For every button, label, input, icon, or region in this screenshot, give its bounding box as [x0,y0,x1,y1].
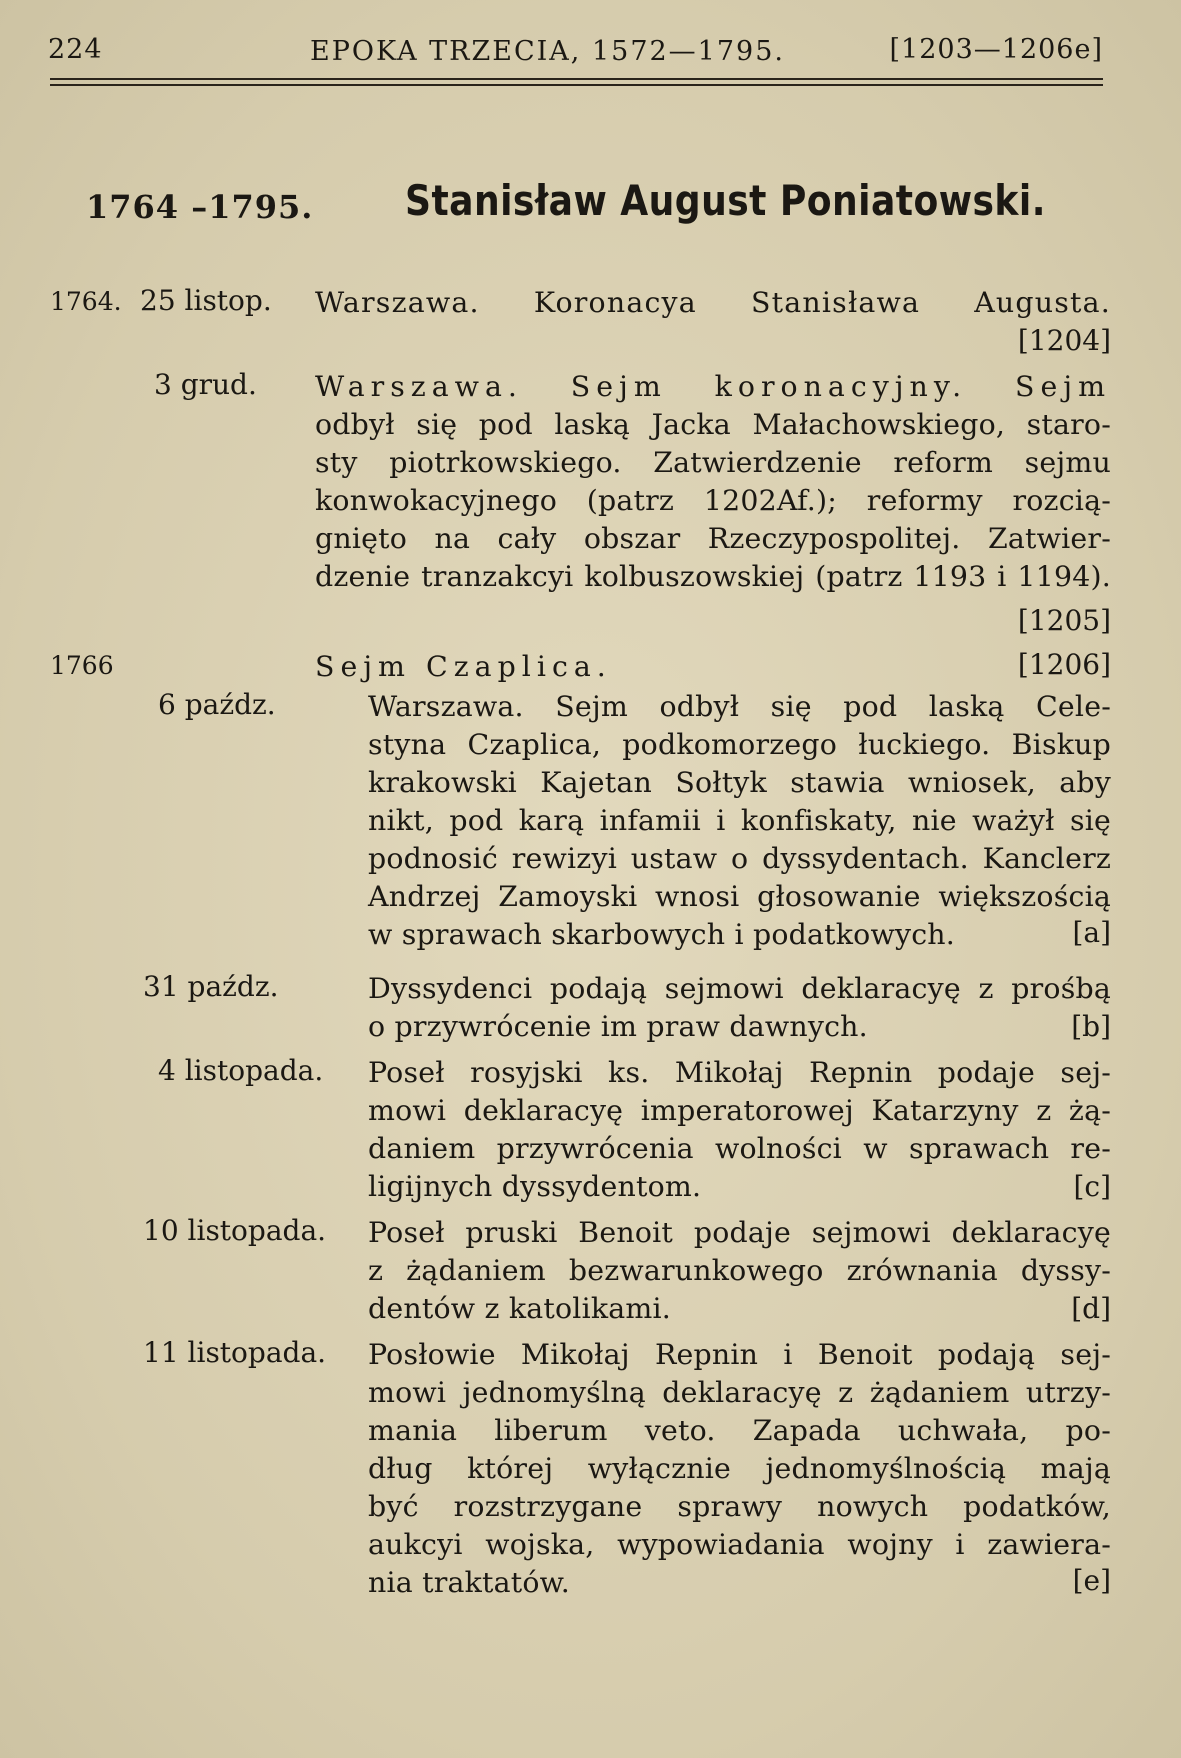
text-line: krakowski Kajetan Sołtyk stawia wniosek, aby [368,766,1111,799]
text-line: mowi jednomyślną deklaracyę z żądaniem utrzy- [368,1376,1111,1409]
entry-ref: [1205] [1017,604,1111,637]
text-line: aukcyi wojska, wypowiadania wojny i zawiera- [368,1528,1111,1561]
text-line: Warszawa. Koronacya Stanisława Augusta. [315,286,1111,319]
entry-date: 3 grud. [154,368,257,401]
header-rule-top [50,78,1103,80]
entry-text [368,688,1111,954]
section-years: 1764 –1795. [86,188,314,226]
entry-text [315,368,1111,406]
entry-text [368,1336,1111,1602]
entry-ref: [a] [1072,916,1111,949]
running-header [48,34,1103,74]
entry-ref: [d] [1071,1292,1111,1325]
entry-year: 1764. [50,287,122,316]
entry-date: 6 paźdz. [158,688,276,721]
text-line: Andrzej Zamoyski wnosi głosowanie większością [368,880,1111,913]
running-title: EPOKA TRZECIA, 1572—1795. [310,36,785,67]
text-line: podnosić rewizyi ustaw o dyssydentach. Kanclerz [368,842,1111,875]
text-line: nikt, pod karą infamii i konfiskaty, nie ważył się [368,804,1111,837]
text-line: dzenie tranzakcyi kolbuszowskiej (patrz 1193 i 1194). [315,560,1111,593]
text-line: Sejm Czaplica. [315,650,612,683]
text-line: Warszawa. Sejm odbył się pod laską Cele- [368,690,1111,723]
text-line: nia traktatów. [368,1566,571,1599]
entry-ref: [b] [1071,1010,1111,1043]
text-line: ligijnych dyssydentom. [368,1170,702,1203]
entry-ref: [1204] [1017,324,1111,357]
text-line: styna Czaplica, podkomorzego łuckiego. Biskup [368,728,1111,761]
entry-date: 25 listop. [140,284,272,317]
entry-date: 10 listopada. [143,1214,327,1247]
text-line: o przywrócenie im praw dawnych. [368,1010,868,1043]
text-line: gnięto na cały obszar Rzeczypospolitej. Zatwier- [315,522,1111,555]
entry-text [315,648,715,686]
text-line: dentów z katolikami. [368,1292,672,1325]
section-title: Stanisław August Poniatowski. [405,176,1046,225]
text-line: Posłowie Mikołaj Repnin i Benoit podają sej- [368,1338,1111,1371]
text-line: dług której wyłącznie jednomyślnością mają [368,1452,1111,1485]
entry-text-cont [315,406,1111,596]
entry-ref: [e] [1072,1564,1111,1597]
text-line: mania liberum veto. Zapada uchwała, po- [368,1414,1111,1447]
entry-ref: [c] [1073,1170,1111,1203]
entry-text [368,970,1111,1046]
text-line: daniem przywrócenia wolności w sprawach re- [368,1132,1111,1165]
entry-date: 4 listopada. [158,1054,324,1087]
entry-text [368,1054,1111,1206]
text-line: odbył się pod laską Jacka Małachowskiego, staro- [315,408,1111,441]
text-line: Warszawa. Sejm koronacyjny. Sejm [315,370,1111,403]
page-number: 224 [48,34,103,65]
text-line: być rozstrzygane sprawy nowych podatków, [368,1490,1111,1523]
text-line: mowi deklaracyę imperatorowej Katarzyny z żą- [368,1094,1111,1127]
text-line: Poseł pruski Benoit podaje sejmowi deklaracyę [368,1216,1111,1249]
entry-range: [1203—1206e] [889,34,1103,65]
text-line: Poseł rosyjski ks. Mikołaj Repnin podaje sej- [368,1056,1111,1089]
text-line: w sprawach skarbowych i podatkowych. [368,918,956,951]
entry-date: 11 listopada. [143,1336,327,1369]
entry-text [315,284,1111,322]
text-line: Dyssydenci podają sejmowi deklaracyę z prośbą [368,972,1111,1005]
entry-ref: [1206] [1017,648,1111,681]
text-line: z żądaniem bezwarunkowego zrównania dyssy- [368,1254,1111,1287]
entry-date: 31 paźdz. [143,970,279,1003]
entry-text [368,1214,1111,1328]
text-line: konwokacyjnego (patrz 1202Af.); reformy rozcią- [315,484,1111,517]
header-rule-bottom [50,84,1103,86]
text-line: sty piotrkowskiego. Zatwierdzenie reform sejmu [315,446,1111,479]
entry-year: 1766 [50,651,114,680]
